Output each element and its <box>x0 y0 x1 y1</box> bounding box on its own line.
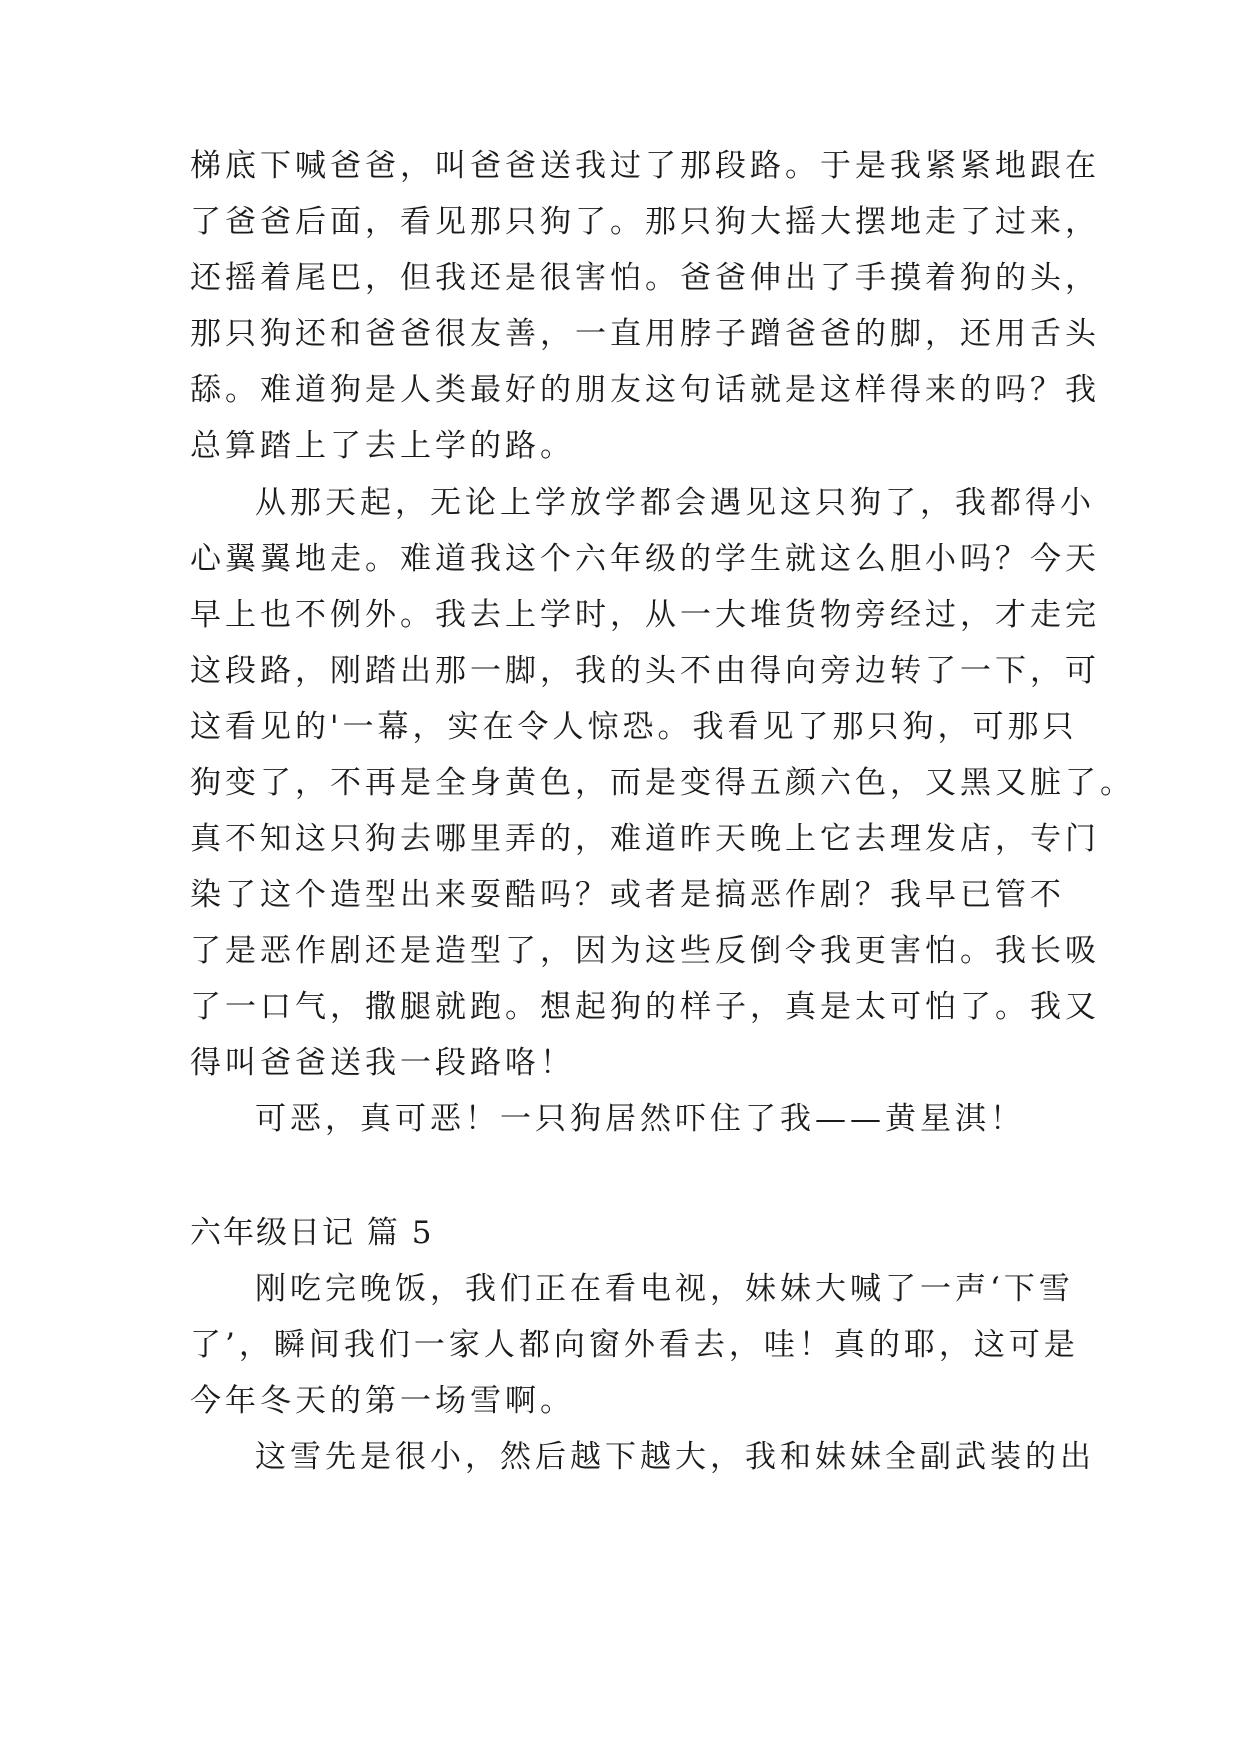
text-line: 梯底下喊爸爸，叫爸爸送我过了那段路。于是我紧紧地跟在 <box>190 148 1100 184</box>
paragraph-start-line: 刚吃完晚饭，我们正在看电视，妹妹大喊了一声‘下雪 <box>255 1271 1074 1307</box>
text-line: 这看见的'一幕，实在令人惊恐。我看见了那只狗，可那只 <box>190 709 1078 745</box>
text-line: 心翼翼地走。难道我这个六年级的学生就这么胆小吗？今天 <box>190 541 1100 577</box>
text-line: 了’，瞬间我们一家人都向窗外看去，哇！真的耶，这可是 <box>190 1327 1079 1363</box>
paragraph-start-line: 可恶，真可恶！一只狗居然吓住了我——黄星淇！ <box>255 1101 1025 1137</box>
text-line: 舔。难道狗是人类最好的朋友这句话就是这样得来的吗？我 <box>190 372 1100 408</box>
text-line: 还摇着尾巴，但我还是很害怕。爸爸伸出了手摸着狗的头， <box>190 260 1100 296</box>
text-line: 了爸爸后面，看见那只狗了。那只狗大摇大摆地走了过来， <box>190 204 1100 240</box>
text-line: 染了这个造型出来耍酷吗？或者是搞恶作剧？我早已管不 <box>190 877 1065 913</box>
text-line: 真不知这只狗去哪里弄的，难道昨天晚上它去理发店，专门 <box>190 821 1100 857</box>
paragraph-start-line: 从那天起，无论上学放学都会遇见这只狗了，我都得小 <box>255 485 1095 521</box>
text-line: 这段路，刚踏出那一脚，我的头不由得向旁边转了一下，可 <box>190 653 1100 689</box>
text-line: 早上也不例外。我去上学时，从一大堆货物旁经过，才走完 <box>190 597 1100 633</box>
text-line: 了一口气，撒腿就跑。想起狗的样子，真是太可怕了。我又 <box>190 989 1100 1025</box>
text-line: 得叫爸爸送我一段路咯！ <box>190 1045 575 1081</box>
text-line: 狗变了，不再是全身黄色，而是变得五颜六色，又黑又脏了。 <box>190 765 1135 801</box>
paragraph-start-line: 这雪先是很小，然后越下越大，我和妹妹全副武装的出 <box>255 1439 1095 1475</box>
section-heading: 六年级日记 篇 5 <box>190 1215 434 1251</box>
text-line: 那只狗还和爸爸很友善，一直用脖子蹭爸爸的脚，还用舌头 <box>190 316 1100 352</box>
text-line: 了是恶作剧还是造型了，因为这些反倒令我更害怕。我长吸 <box>190 933 1100 969</box>
text-line: 总算踏上了去上学的路。 <box>190 428 575 464</box>
text-line: 今年冬天的第一场雪啊。 <box>190 1383 575 1419</box>
